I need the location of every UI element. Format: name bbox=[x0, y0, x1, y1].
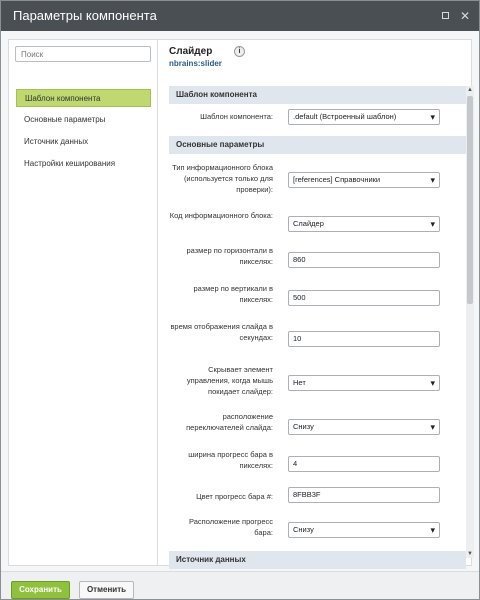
scroll-thumb[interactable] bbox=[467, 96, 473, 304]
search-input[interactable] bbox=[15, 46, 151, 62]
sidebar-item-main-params[interactable]: Основные параметры bbox=[24, 115, 106, 124]
iblock-code-select[interactable]: Слайдер ▾ bbox=[288, 216, 440, 232]
iblock-type-select[interactable]: [references] Справочники ▾ bbox=[288, 172, 440, 188]
settings-form bbox=[169, 86, 473, 564]
cancel-button[interactable]: Отменить bbox=[79, 581, 134, 599]
hide-controls-select[interactable]: Нет ▾ bbox=[288, 375, 440, 391]
scroll-down-arrow-icon[interactable]: ▼ bbox=[467, 551, 473, 557]
section-main: Основные параметры bbox=[169, 136, 466, 154]
main-panel bbox=[158, 39, 472, 566]
sidebar-item-datasource[interactable]: Источник данных bbox=[24, 137, 89, 146]
switchers-position-select[interactable]: Снизу ▾ bbox=[288, 419, 440, 435]
label-switchers-position: расположение переключателей слайда: bbox=[186, 412, 273, 432]
dialog-content bbox=[1, 31, 479, 571]
scroll-up-arrow-icon[interactable]: ▲ bbox=[467, 87, 473, 93]
label-width: размер по горизонтали в пикселях: bbox=[186, 246, 273, 266]
label-iblock-code: Код информационного блока: bbox=[169, 211, 273, 220]
label-template: Шаблон компонента: bbox=[200, 112, 273, 121]
display-time-input[interactable]: 10 bbox=[288, 331, 440, 347]
sidebar-item-template[interactable]: Шаблон компонента bbox=[16, 89, 151, 107]
info-icon[interactable]: i bbox=[234, 46, 245, 57]
section-datasource: Источник данных bbox=[169, 551, 466, 569]
progress-color-input[interactable]: 8FBB3F bbox=[288, 487, 440, 503]
template-select[interactable]: .default (Встроенный шаблон) ▾ bbox=[288, 109, 440, 125]
height-input[interactable]: 500 bbox=[288, 290, 440, 306]
progress-width-input[interactable]: 4 bbox=[288, 456, 440, 472]
label-iblock-type: Тип информационного блока (используется только для проверки): bbox=[172, 163, 273, 194]
sidebar-item-caching[interactable]: Настройки кеширования bbox=[24, 159, 116, 168]
label-hide-controls: Скрывает элемент управления, когда мышь покидает слайдер: bbox=[186, 365, 273, 396]
save-button[interactable]: Сохранить bbox=[11, 581, 70, 599]
dialog-footer bbox=[1, 571, 479, 599]
label-height: размер по вертикали в пикселях: bbox=[193, 284, 273, 304]
component-title: Слайдер bbox=[169, 46, 213, 57]
section-template: Шаблон компонента bbox=[169, 86, 466, 104]
component-code: nbrains:slider bbox=[169, 59, 222, 68]
progress-position-select[interactable]: Снизу ▾ bbox=[288, 522, 440, 538]
form-scrollbar[interactable] bbox=[466, 86, 474, 558]
label-progress-color: Цвет прогресс бара #: bbox=[196, 492, 273, 501]
label-progress-position: Расположение прогресс бара: bbox=[188, 517, 273, 537]
close-icon[interactable]: ✕ bbox=[459, 9, 471, 23]
label-display-time: время отображения слайда в секундах: bbox=[170, 322, 273, 342]
width-input[interactable]: 860 bbox=[288, 252, 440, 268]
sidebar bbox=[8, 39, 158, 566]
label-progress-width: ширина прогресс бара в пикселях: bbox=[188, 450, 273, 470]
title-bar bbox=[1, 1, 479, 31]
dialog-title: Параметры компонента bbox=[13, 8, 157, 23]
expand-icon[interactable] bbox=[438, 9, 452, 23]
